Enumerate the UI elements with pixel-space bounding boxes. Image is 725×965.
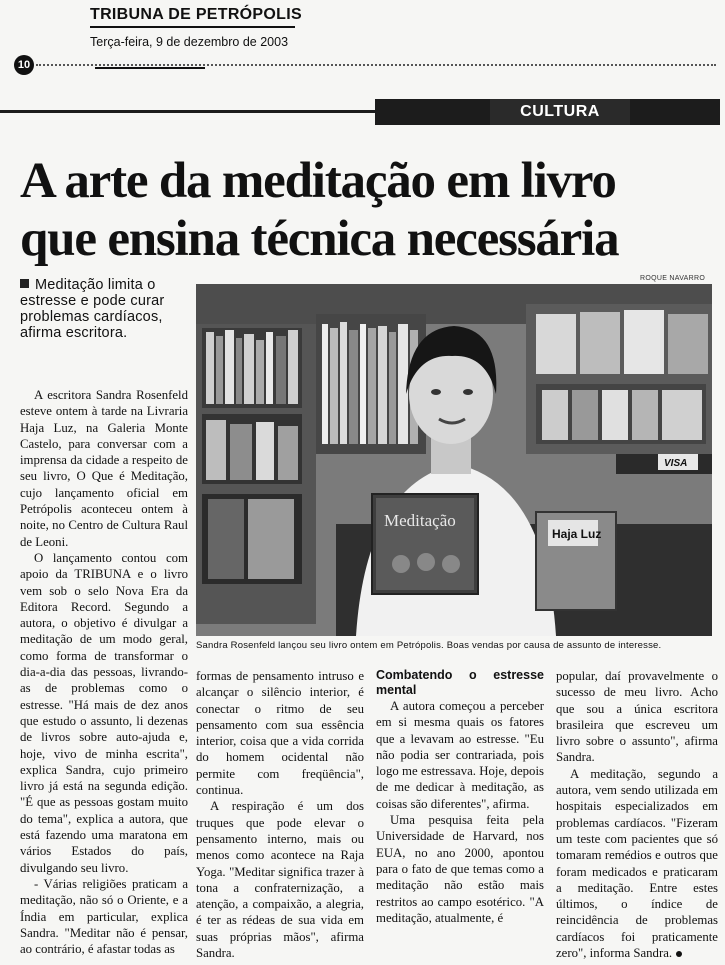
masthead — [90, 6, 310, 49]
bookshelf-left — [202, 328, 302, 584]
masthead-rule — [90, 26, 295, 28]
photo-caption: Sandra Rosenfeld lançou seu livro ontem em Petrópolis. Boas vendas por causa de assunto de interesse. — [196, 640, 662, 651]
paragraph: A respiração é um dos truques que pode elevar o pensamento interno, mais ou menos como acontece na Raja Yoga. "Meditar significa trazer à tona a confraternização, a atenção, a compaixão, a alegria, é ter as rédeas de sua vida em suas próprias mãos", afirma Sandra. — [196, 799, 364, 961]
paragraph: popular, daí provavelmente o sucesso de meu livro. Acho que sou a única escritora brasileira que escreveu um livro sobre o assunto", afirma Sandra. — [556, 669, 718, 765]
headline — [20, 152, 720, 268]
deck-text: Meditação limita o estresse e pode curar problemas cardíacos, afirma escritora. — [20, 277, 165, 341]
paragraph: Uma pesquisa feita pela Universidade de Harvard, nos EUA, no ano 2000, apontou para o fato de que temas como a meditação não estão mais restritos ao campo esotérico. "A meditação, atualmente, é — [376, 813, 544, 925]
book-meditacao — [372, 494, 478, 594]
headline-line-2: que ensina técnica necessária — [20, 211, 619, 267]
paragraph: - Várias religiões praticam a meditação, não só o Oriente, e a Índia em particular, explica Sandra. "Meditar não é pensar, ao contrário, é afastar todas as — [20, 876, 188, 957]
body-column-4 — [556, 668, 718, 961]
paragraph: O lançamento contou com apoio da TRIBUNA e o livro vem sob o selo Nova Era da Editora Record. Segundo a autora, o objetivo é divulgar a meditação de um modo geral, como forma de transformar o dia-a-dia das pessoas, livrando-as de problemas como o estresse. "Há mais de dez anos que estudo o assunto, li dezenas de livros sobre auto-ajuda e, hoje, vivo de minha escrita", explica Sandra, cujo primeiro livro já está na segunda edição. "É que as pessoas gostam muito do tema", explica a autora, que está fazendo uma maratona em vários Estados do país, divulgando seu livro. — [20, 550, 188, 875]
page-number-badge: 10 — [14, 55, 34, 75]
bookshelf-right — [526, 304, 712, 474]
section-label: CULTURA — [490, 99, 630, 125]
dotted-divider — [36, 64, 716, 66]
newspaper-name: TRIBUNA DE PETRÓPOLIS — [90, 6, 302, 23]
deck — [20, 277, 190, 341]
paragraph: formas de pensamento intruso e alcançar o silêncio interior, é conectar o ritmo de seu pensamento com sua essência interior, coisa que a vida corrida do homem ocidental não permite com freqüência", continua. — [196, 669, 364, 798]
body-column-1 — [20, 387, 188, 957]
book-title: Meditação — [384, 511, 456, 530]
body-column-3 — [376, 668, 544, 926]
date-underline — [95, 67, 205, 69]
photo-author-with-book — [196, 284, 712, 636]
dateline: Terça-feira, 9 de dezembro de 2003 — [90, 35, 289, 49]
subheading: Combatendo o estresse mental — [376, 668, 544, 697]
body-column-2 — [196, 668, 364, 961]
paragraph — [556, 766, 718, 962]
square-bullet-icon — [20, 279, 29, 288]
paragraph-text: A meditação, segundo a autora, vem sendo utilizada em hospitais especializados em problemas cardíacos. "Fizeram um teste com pacientes que só tomaram remédios e outros que foram medicados e praticaram a meditação. Entre estes últimos, o índice de reincidência de problemas cardíacos foi praticamente zero", informa Sandra. — [556, 766, 718, 961]
book-stand-right — [536, 512, 616, 610]
headline-line-1: A arte da meditação em livro — [20, 153, 616, 209]
haja-luz-label: Haja Luz — [552, 527, 602, 541]
photo-credit: ROQUE NAVARRO — [640, 275, 706, 282]
end-of-article-icon — [676, 951, 682, 957]
visa-sign: VISA — [664, 458, 688, 469]
paragraph: A escritora Sandra Rosenfeld esteve ontem à tarde na Livraria Haja Luz, na Galeria Monte Castelo, para conversar com a imprensa da cidade a respeito de seu livro, O Que é Meditação, cujo lançamento oficial em Petrópolis aconteceu ontem à noite, no Centro de Cultura Raul de Leoni. — [20, 388, 188, 549]
paragraph: A autora começou a perceber em si mesma quais os fatores que a levavam ao estresse. "Eu não podia ser contrariada, pois logo me estressava. Hoje, depois de me dedicar à meditação, as coisas são diferentes", afirma. — [376, 699, 544, 811]
